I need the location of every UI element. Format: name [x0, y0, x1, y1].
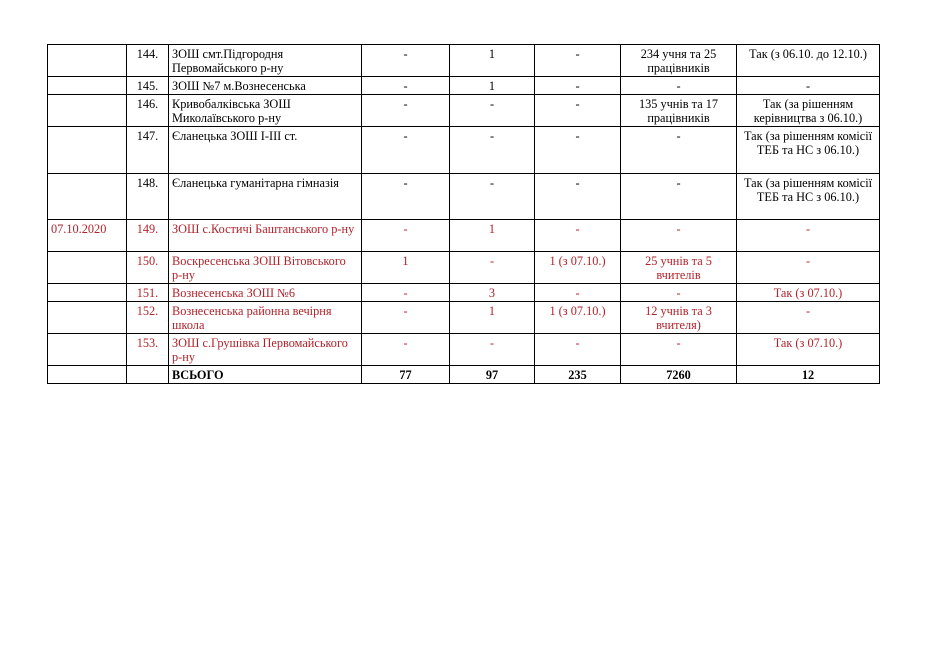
report-table [47, 44, 880, 384]
total-number-cell [127, 366, 169, 384]
total-date-cell [48, 366, 127, 384]
count-cell-2: 1 [450, 220, 535, 252]
date-cell [48, 45, 127, 77]
table-row [48, 220, 880, 252]
date-cell [48, 334, 127, 366]
pupils-staff-cell: - [621, 77, 737, 95]
count-cell-3: 1 (з 07.10.) [535, 302, 621, 334]
table-row [48, 95, 880, 127]
count-cell-2: - [450, 95, 535, 127]
table-row [48, 284, 880, 302]
pupils-staff-cell: 234 учня та 25 працівників [621, 45, 737, 77]
school-name-cell: ЗОШ с.Грушівка Первомайського р-ну [169, 334, 362, 366]
table-row [48, 45, 880, 77]
count-cell-2: - [450, 127, 535, 174]
number-cell: 147. [127, 127, 169, 174]
pupils-staff-cell: - [621, 220, 737, 252]
number-cell: 146. [127, 95, 169, 127]
count-cell-2: - [450, 174, 535, 220]
count-cell-1: - [362, 127, 450, 174]
closure-cell: - [737, 252, 880, 284]
school-name-cell: Вознесенська районна вечірня школа [169, 302, 362, 334]
pupils-staff-cell: - [621, 284, 737, 302]
count-cell-1: - [362, 45, 450, 77]
date-cell [48, 284, 127, 302]
closure-cell: Так (з 07.10.) [737, 334, 880, 366]
total-c5: 12 [737, 366, 880, 384]
count-cell-3: - [535, 174, 621, 220]
report-table-body [48, 45, 880, 366]
count-cell-3: - [535, 77, 621, 95]
table-row [48, 127, 880, 174]
closure-cell: Так (з 06.10. до 12.10.) [737, 45, 880, 77]
count-cell-3: - [535, 220, 621, 252]
count-cell-1: - [362, 174, 450, 220]
date-cell [48, 127, 127, 174]
number-cell: 153. [127, 334, 169, 366]
total-c3: 235 [535, 366, 621, 384]
closure-cell: Так (з 07.10.) [737, 284, 880, 302]
closure-cell: - [737, 220, 880, 252]
school-name-cell: ЗОШ №7 м.Вознесенська [169, 77, 362, 95]
count-cell-2: - [450, 334, 535, 366]
count-cell-1: 1 [362, 252, 450, 284]
count-cell-2: 3 [450, 284, 535, 302]
table-row [48, 174, 880, 220]
closure-cell: Так (за рішенням керівництва з 06.10.) [737, 95, 880, 127]
table-row [48, 77, 880, 95]
number-cell: 149. [127, 220, 169, 252]
total-label: ВСЬОГО [169, 366, 362, 384]
number-cell: 150. [127, 252, 169, 284]
count-cell-1: - [362, 334, 450, 366]
closure-cell: - [737, 77, 880, 95]
count-cell-3: - [535, 45, 621, 77]
count-cell-1: - [362, 284, 450, 302]
table-row [48, 334, 880, 366]
school-name-cell: Воскресенська ЗОШ Вітовського р-ну [169, 252, 362, 284]
pupils-staff-cell: 135 учнів та 17 працівників [621, 95, 737, 127]
school-name-cell: Єланецька ЗОШ І-ІІІ ст. [169, 127, 362, 174]
pupils-staff-cell: - [621, 334, 737, 366]
total-row [48, 366, 880, 384]
pupils-staff-cell: 12 учнів та 3 вчителя) [621, 302, 737, 334]
count-cell-3: - [535, 334, 621, 366]
number-cell: 152. [127, 302, 169, 334]
school-name-cell: ЗОШ с.Костичі Баштанського р-ну [169, 220, 362, 252]
table-row [48, 302, 880, 334]
date-cell [48, 174, 127, 220]
date-cell [48, 252, 127, 284]
count-cell-2: 1 [450, 77, 535, 95]
total-c1: 77 [362, 366, 450, 384]
total-c4: 7260 [621, 366, 737, 384]
number-cell: 144. [127, 45, 169, 77]
count-cell-3: - [535, 95, 621, 127]
pupils-staff-cell: - [621, 174, 737, 220]
school-name-cell: Єланецька гуманітарна гімназія [169, 174, 362, 220]
number-cell: 148. [127, 174, 169, 220]
count-cell-1: - [362, 220, 450, 252]
closure-cell: Так (за рішенням комісії ТЕБ та НС з 06.10.) [737, 127, 880, 174]
count-cell-1: - [362, 302, 450, 334]
date-cell [48, 77, 127, 95]
count-cell-2: - [450, 252, 535, 284]
pupils-staff-cell: - [621, 127, 737, 174]
number-cell: 145. [127, 77, 169, 95]
count-cell-2: 1 [450, 302, 535, 334]
school-name-cell: Кривобалківська ЗОШ Миколаївського р-ну [169, 95, 362, 127]
date-cell [48, 95, 127, 127]
total-c2: 97 [450, 366, 535, 384]
pupils-staff-cell: 25 учнів та 5 вчителів [621, 252, 737, 284]
school-name-cell: Вознесенська ЗОШ №6 [169, 284, 362, 302]
table-row [48, 252, 880, 284]
date-cell: 07.10.2020 [48, 220, 127, 252]
count-cell-3: - [535, 127, 621, 174]
closure-cell: - [737, 302, 880, 334]
school-name-cell: ЗОШ смт.Підгородня Первомайського р-ну [169, 45, 362, 77]
count-cell-1: - [362, 77, 450, 95]
count-cell-3: 1 (з 07.10.) [535, 252, 621, 284]
count-cell-3: - [535, 284, 621, 302]
count-cell-2: 1 [450, 45, 535, 77]
count-cell-1: - [362, 95, 450, 127]
closure-cell: Так (за рішенням комісії ТЕБ та НС з 06.10.) [737, 174, 880, 220]
date-cell [48, 302, 127, 334]
number-cell: 151. [127, 284, 169, 302]
